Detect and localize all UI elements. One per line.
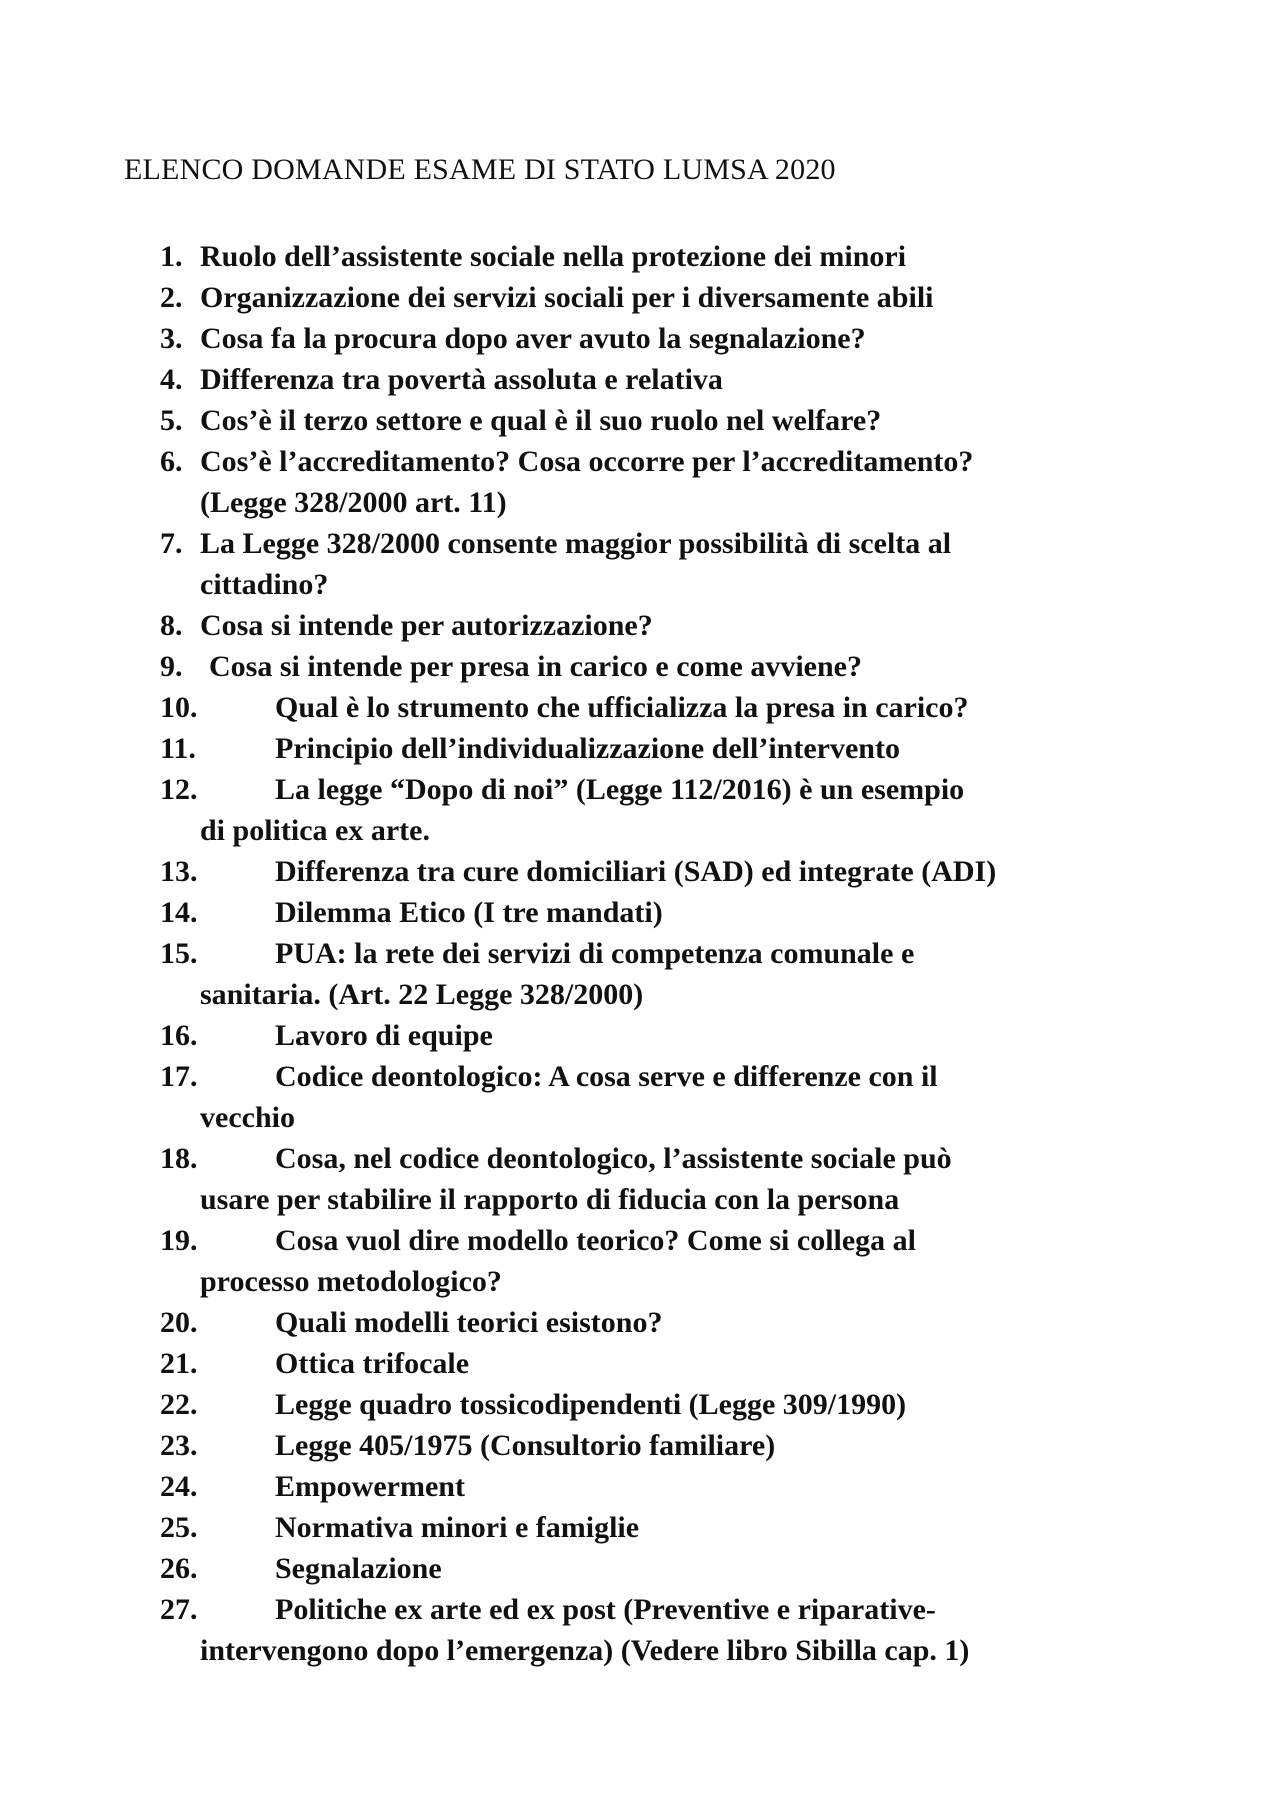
question-item (0, 1220, 1280, 1302)
question-text: Cosa, nel codice deontologico, l’assistente sociale può (275, 1142, 952, 1175)
question-item (0, 933, 1280, 1015)
question-number: 17. (160, 1060, 198, 1093)
question-text-continuation: cittadino? (200, 568, 329, 601)
question-number: 7. (160, 527, 183, 560)
question-number: 21. (160, 1347, 198, 1380)
question-item (0, 441, 1280, 523)
question-text-continuation: processo metodologico? (200, 1265, 502, 1298)
question-text: Cos’è l’accreditamento? Cosa occorre per l’accreditamento? (200, 445, 974, 478)
question-number: 8. (160, 609, 183, 642)
question-number: 13. (160, 855, 198, 888)
question-item (0, 646, 1280, 687)
question-item (0, 1056, 1280, 1138)
question-number: 5. (160, 404, 183, 437)
question-item (0, 728, 1280, 769)
question-number: 16. (160, 1019, 198, 1052)
question-item (0, 687, 1280, 728)
question-number: 25. (160, 1511, 198, 1544)
question-text: Cosa si intende per presa in carico e come avviene? (209, 650, 862, 683)
document-title: ELENCO DOMANDE ESAME DI STATO LUMSA 2020 (124, 153, 836, 186)
question-text-continuation: intervengono dopo l’emergenza) (Vedere libro Sibilla cap. 1) (200, 1634, 970, 1667)
question-number: 4. (160, 363, 183, 396)
question-number: 1. (160, 240, 183, 273)
question-text: Ruolo dell’assistente sociale nella protezione dei minori (200, 240, 907, 273)
question-text: Politiche ex arte ed ex post (Preventive e riparative- (275, 1593, 936, 1626)
question-text: Differenza tra povertà assoluta e relativa (200, 363, 723, 396)
question-text: Organizzazione dei servizi sociali per i diversamente abili (200, 281, 934, 314)
question-item (0, 1425, 1280, 1466)
question-number: 19. (160, 1224, 198, 1257)
question-item (0, 1466, 1280, 1507)
question-item (0, 1384, 1280, 1425)
question-number: 14. (160, 896, 198, 929)
question-text: Normativa minori e famiglie (275, 1511, 640, 1544)
question-number: 3. (160, 322, 183, 355)
question-text-continuation: sanitaria. (Art. 22 Legge 328/2000) (200, 978, 644, 1011)
question-number: 24. (160, 1470, 198, 1503)
question-item (0, 1015, 1280, 1056)
question-text: Cosa fa la procura dopo aver avuto la segnalazione? (200, 322, 866, 355)
question-item (0, 1343, 1280, 1384)
question-text-continuation: vecchio (200, 1101, 295, 1134)
question-text-continuation: di politica ex arte. (200, 814, 430, 847)
question-text: Lavoro di equipe (275, 1019, 493, 1052)
question-text: Empowerment (275, 1470, 465, 1503)
question-text: Codice deontologico: A cosa serve e differenze con il (275, 1060, 938, 1093)
question-number: 6. (160, 445, 183, 478)
question-item (0, 1138, 1280, 1220)
question-number: 10. (160, 691, 198, 724)
question-text: Segnalazione (275, 1552, 442, 1585)
question-item (0, 1302, 1280, 1343)
question-text: Ottica trifocale (275, 1347, 470, 1380)
question-number: 23. (160, 1429, 198, 1462)
question-item (0, 605, 1280, 646)
question-text: Cosa vuol dire modello teorico? Come si collega al (275, 1224, 917, 1257)
question-text: Cos’è il terzo settore e qual è il suo ruolo nel welfare? (200, 404, 882, 437)
question-item (0, 1589, 1280, 1671)
question-text-continuation: usare per stabilire il rapporto di fiducia con la persona (200, 1183, 900, 1216)
question-text: Dilemma Etico (I tre mandati) (275, 896, 663, 929)
question-text: Legge quadro tossicodipendenti (Legge 309/1990) (275, 1388, 907, 1421)
question-number: 9. (160, 650, 183, 683)
question-item (0, 769, 1280, 851)
question-text: La legge “Dopo di noi” (Legge 112/2016) è un esempio (275, 773, 965, 806)
question-number: 27. (160, 1593, 198, 1626)
question-item (0, 851, 1280, 892)
question-text: Quali modelli teorici esistono? (275, 1306, 663, 1339)
question-text: Principio dell’individualizzazione dell’intervento (275, 732, 900, 765)
question-number: 2. (160, 281, 183, 314)
question-list (0, 236, 1280, 1671)
question-number: 20. (160, 1306, 198, 1339)
question-item (0, 892, 1280, 933)
question-number: 18. (160, 1142, 198, 1175)
question-text: Qual è lo strumento che ufficializza la presa in carico? (275, 691, 969, 724)
question-text-continuation: (Legge 328/2000 art. 11) (200, 486, 507, 519)
question-item (0, 400, 1280, 441)
question-text: Differenza tra cure domiciliari (SAD) ed integrate (ADI) (275, 855, 997, 888)
question-number: 15. (160, 937, 198, 970)
question-number: 12. (160, 773, 198, 806)
question-item (0, 359, 1280, 400)
question-item (0, 236, 1280, 277)
question-number: 26. (160, 1552, 198, 1585)
question-item (0, 277, 1280, 318)
question-text: Legge 405/1975 (Consultorio familiare) (275, 1429, 776, 1462)
question-text: PUA: la rete dei servizi di competenza comunale e (275, 937, 915, 970)
question-text: La Legge 328/2000 consente maggior possibilità di scelta al (200, 527, 952, 560)
question-number: 22. (160, 1388, 198, 1421)
question-item (0, 318, 1280, 359)
question-item (0, 1507, 1280, 1548)
question-number: 11. (160, 732, 196, 765)
question-item (0, 1548, 1280, 1589)
question-item (0, 523, 1280, 605)
question-text: Cosa si intende per autorizzazione? (200, 609, 653, 642)
